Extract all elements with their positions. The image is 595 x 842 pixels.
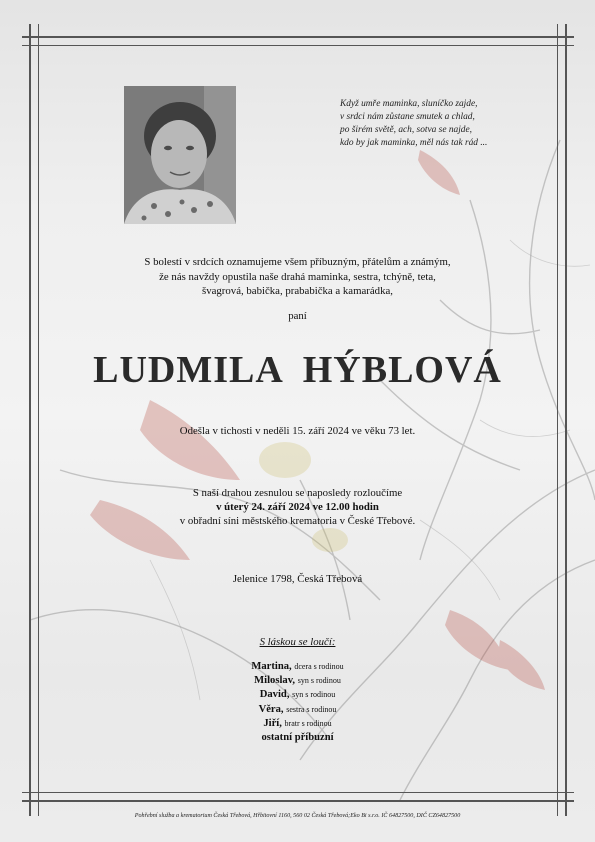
funeral-venue: v obřadní síni městského krematoria v České Třebové. [179,515,416,527]
mourner-relation: dcera s rodinou [294,662,344,671]
address: Jelenice 1798, Česká Třebová [232,573,363,585]
announcement-line: švagrová, babička, prababička a kamarádka, [202,285,393,297]
funeral-line: S naší drahou zesnulou se naposledy rozloučíme [192,487,403,499]
mourner-name: Martina, [251,661,292,672]
mourner-name: David, [259,689,290,701]
mourner-item [0,717,595,731]
announcement-text [0,255,595,299]
mourner-relation: syn s rodinou [292,690,336,700]
funeral-service-footer: Pohřební služba a krematorium Česká Třebová, Hřbitovní 1160, 560 02 Česká Třebová;Eko Bi s.r.o. IČ 64827500, DIČ CZ64827500 [134,813,461,819]
mourner-name: ostatní příbuzní [261,732,334,744]
portrait-illustration [124,86,236,224]
portrait-photo [124,86,236,224]
poem-line: kdo by jak maminka, měl nás tak rád ... [340,138,488,148]
frame-line-bottom-inner [22,792,574,793]
mourner-item [0,688,595,702]
poem [340,98,540,150]
mourner-relation: syn s rodinou [297,676,341,686]
salutation: paní [288,310,307,322]
poem-line: v srdci nám zůstane smutek a chlad, [340,112,475,122]
mourner-relation: bratr s rodinou [284,718,332,728]
frame-line-bottom-outer [22,800,574,802]
funeral-info [0,486,595,528]
poem-line: Když umře maminka, sluníčko zajde, [340,99,478,109]
mourners-list [0,660,595,745]
farewell-heading: S láskou se loučí: [259,636,336,648]
mourner-name: Jiří, [263,717,282,729]
mourner-item [0,703,595,717]
mourner-item [0,674,595,688]
mourner-relation: sestra s rodinou [286,704,337,714]
announcement-line: že nás navždy opustila naše drahá maminka, sestra, tchýně, teta, [159,270,436,283]
mourner-name: Věra, [258,703,284,715]
poem-line: po širém světě, ach, sotva se najde, [340,125,473,135]
mourner-item [0,660,595,674]
mourner-item [0,731,595,745]
announcement-line: S bolestí v srdcích oznamujeme všem příbuzným, přátelům a známým, [144,256,451,268]
mourner-name: Miloslav, [254,675,296,687]
funeral-datetime: v úterý 24. září 2024 ve 12.00 hodin [216,501,379,513]
frame-line-top-outer [22,36,574,38]
death-notice: Odešla v tichosti v neděli 15. září 2024 ve věku 73 let. [179,425,416,437]
frame-line-top-inner [22,45,574,46]
deceased-name: LUDMILA HÝBLOVÁ [93,349,502,391]
